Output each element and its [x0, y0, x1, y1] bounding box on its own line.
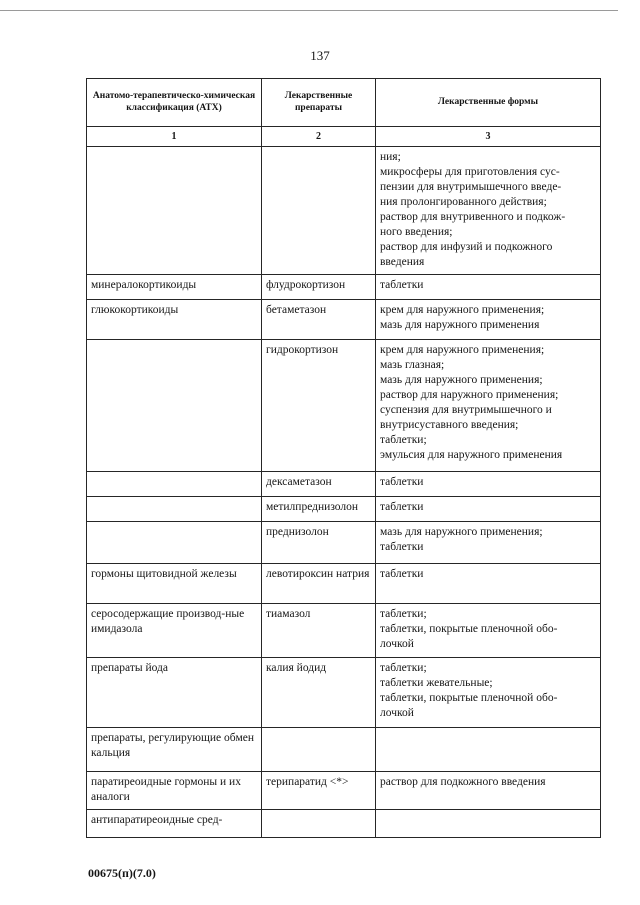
dosage-form-line: мазь для наружного применения; — [380, 374, 543, 386]
atx-class-cell — [87, 497, 262, 522]
dosage-form-line: таблетки — [380, 476, 424, 488]
atx-class-cell: препараты йода — [87, 658, 262, 728]
drug-name-cell: калия йодид — [262, 658, 376, 728]
dosage-form-line: мазь глазная; — [380, 359, 445, 371]
dosage-form-line: внутрисуставного введения; — [380, 419, 519, 431]
dosage-form-line: мазь для наружного применения; — [380, 526, 543, 538]
dosage-forms-cell — [376, 472, 601, 497]
table-header-row — [87, 79, 601, 127]
table-row — [87, 275, 601, 300]
table-row — [87, 604, 601, 658]
dosage-form-line: микросферы для приготовления сус- — [380, 166, 560, 178]
atx-class-cell: серосодержащие производ-ные имидазола — [87, 604, 262, 658]
dosage-forms-cell — [376, 604, 601, 658]
atx-class-cell — [87, 522, 262, 564]
dosage-form-line: таблетки — [380, 541, 424, 553]
drug-name-cell — [262, 728, 376, 772]
atx-class-cell: глюкокортикоиды — [87, 300, 262, 340]
table-row — [87, 810, 601, 838]
drug-name-cell: преднизолон — [262, 522, 376, 564]
atx-class-cell — [87, 340, 262, 472]
dosage-form-line: таблетки — [380, 279, 424, 291]
drug-name-cell — [262, 147, 376, 275]
dosage-form-line: таблетки; — [380, 434, 427, 446]
drug-name-cell: гидрокортизон — [262, 340, 376, 472]
dosage-form-line: раствор для инфузий и подкожного — [380, 241, 553, 253]
column-number: 3 — [376, 127, 601, 147]
table-row — [87, 147, 601, 275]
dosage-form-line: таблетки; — [380, 662, 427, 674]
atx-class-cell — [87, 147, 262, 275]
dosage-form-line: раствор для внутривенного и подкож- — [380, 211, 566, 223]
drug-name-cell: терипаратид <*> — [262, 772, 376, 810]
atx-class-cell: антипаратиреоидные сред- — [87, 810, 262, 838]
dosage-form-line: таблетки — [380, 501, 424, 513]
atx-class-cell: гормоны щитовидной железы — [87, 564, 262, 604]
drug-name-cell: бетаметазон — [262, 300, 376, 340]
table-row — [87, 522, 601, 564]
dosage-forms-cell — [376, 658, 601, 728]
dosage-form-line: введения — [380, 256, 425, 268]
dosage-form-line: ного введения; — [380, 226, 453, 238]
dosage-forms-cell — [376, 564, 601, 604]
dosage-forms-cell — [376, 522, 601, 564]
dosage-forms-cell — [376, 300, 601, 340]
drug-name-cell: флудрокортизон — [262, 275, 376, 300]
dosage-forms-cell — [376, 728, 601, 772]
drug-name-cell: метилпреднизолон — [262, 497, 376, 522]
dosage-forms-cell — [376, 340, 601, 472]
atx-class-cell: препараты, регулирующие обмен кальция — [87, 728, 262, 772]
table-row — [87, 658, 601, 728]
atx-class-cell: паратиреоидные гормоны и их аналоги — [87, 772, 262, 810]
dosage-form-line: лочкой — [380, 638, 414, 650]
dosage-form-line: эмульсия для наружного применения — [380, 449, 563, 461]
dosage-forms-cell — [376, 275, 601, 300]
table-row — [87, 728, 601, 772]
header-atx: Анатомо-терапевтическо-химическая классификация (АТХ) — [87, 79, 262, 127]
drug-name-cell: тиамазол — [262, 604, 376, 658]
dosage-forms-cell — [376, 810, 601, 838]
table-row — [87, 300, 601, 340]
dosage-form-line: суспензия для внутримышечного и — [380, 404, 552, 416]
table-row — [87, 472, 601, 497]
dosage-form-line: таблетки — [380, 568, 424, 580]
document-code: 00675(п)(7.0) — [88, 866, 156, 880]
dosage-form-line: раствор для наружного применения; — [380, 389, 559, 401]
dosage-form-line: раствор для подкожного введения — [380, 776, 546, 788]
drug-name-cell: дексаметазон — [262, 472, 376, 497]
table-body — [87, 147, 601, 838]
dosage-form-line: лочкой — [380, 707, 414, 719]
dosage-form-line: таблетки жевательные; — [380, 677, 493, 689]
dosage-form-line: ния пролонгированного действия; — [380, 196, 547, 208]
atx-class-cell: минералокортикоиды — [87, 275, 262, 300]
dosage-form-line: мазь для наружного применения — [380, 319, 540, 331]
table-row — [87, 772, 601, 810]
table-row — [87, 564, 601, 604]
header-forms: Лекарственные формы — [376, 79, 601, 127]
atx-class-cell — [87, 472, 262, 497]
dosage-form-line: ния; — [380, 151, 401, 163]
page-number: 137 — [310, 48, 330, 63]
drug-name-cell — [262, 810, 376, 838]
table-row — [87, 497, 601, 522]
dosage-forms-cell — [376, 147, 601, 275]
drug-name-cell: левотироксин натрия — [262, 564, 376, 604]
column-number-row — [87, 127, 601, 147]
dosage-form-line: таблетки; — [380, 608, 427, 620]
table-row — [87, 340, 601, 472]
drug-classification-table — [86, 78, 601, 838]
dosage-forms-cell — [376, 772, 601, 810]
column-number: 1 — [87, 127, 262, 147]
dosage-form-line: крем для наружного применения; — [380, 304, 545, 316]
dosage-form-line: таблетки, покрытые пленочной обо- — [380, 623, 558, 635]
header-drugs: Лекарственные препараты — [262, 79, 376, 127]
dosage-forms-cell — [376, 497, 601, 522]
dosage-form-line: крем для наружного применения; — [380, 344, 545, 356]
top-rule — [0, 10, 618, 11]
dosage-form-line: таблетки, покрытые пленочной обо- — [380, 692, 558, 704]
dosage-form-line: пензии для внутримышечного введе- — [380, 181, 562, 193]
column-number: 2 — [262, 127, 376, 147]
